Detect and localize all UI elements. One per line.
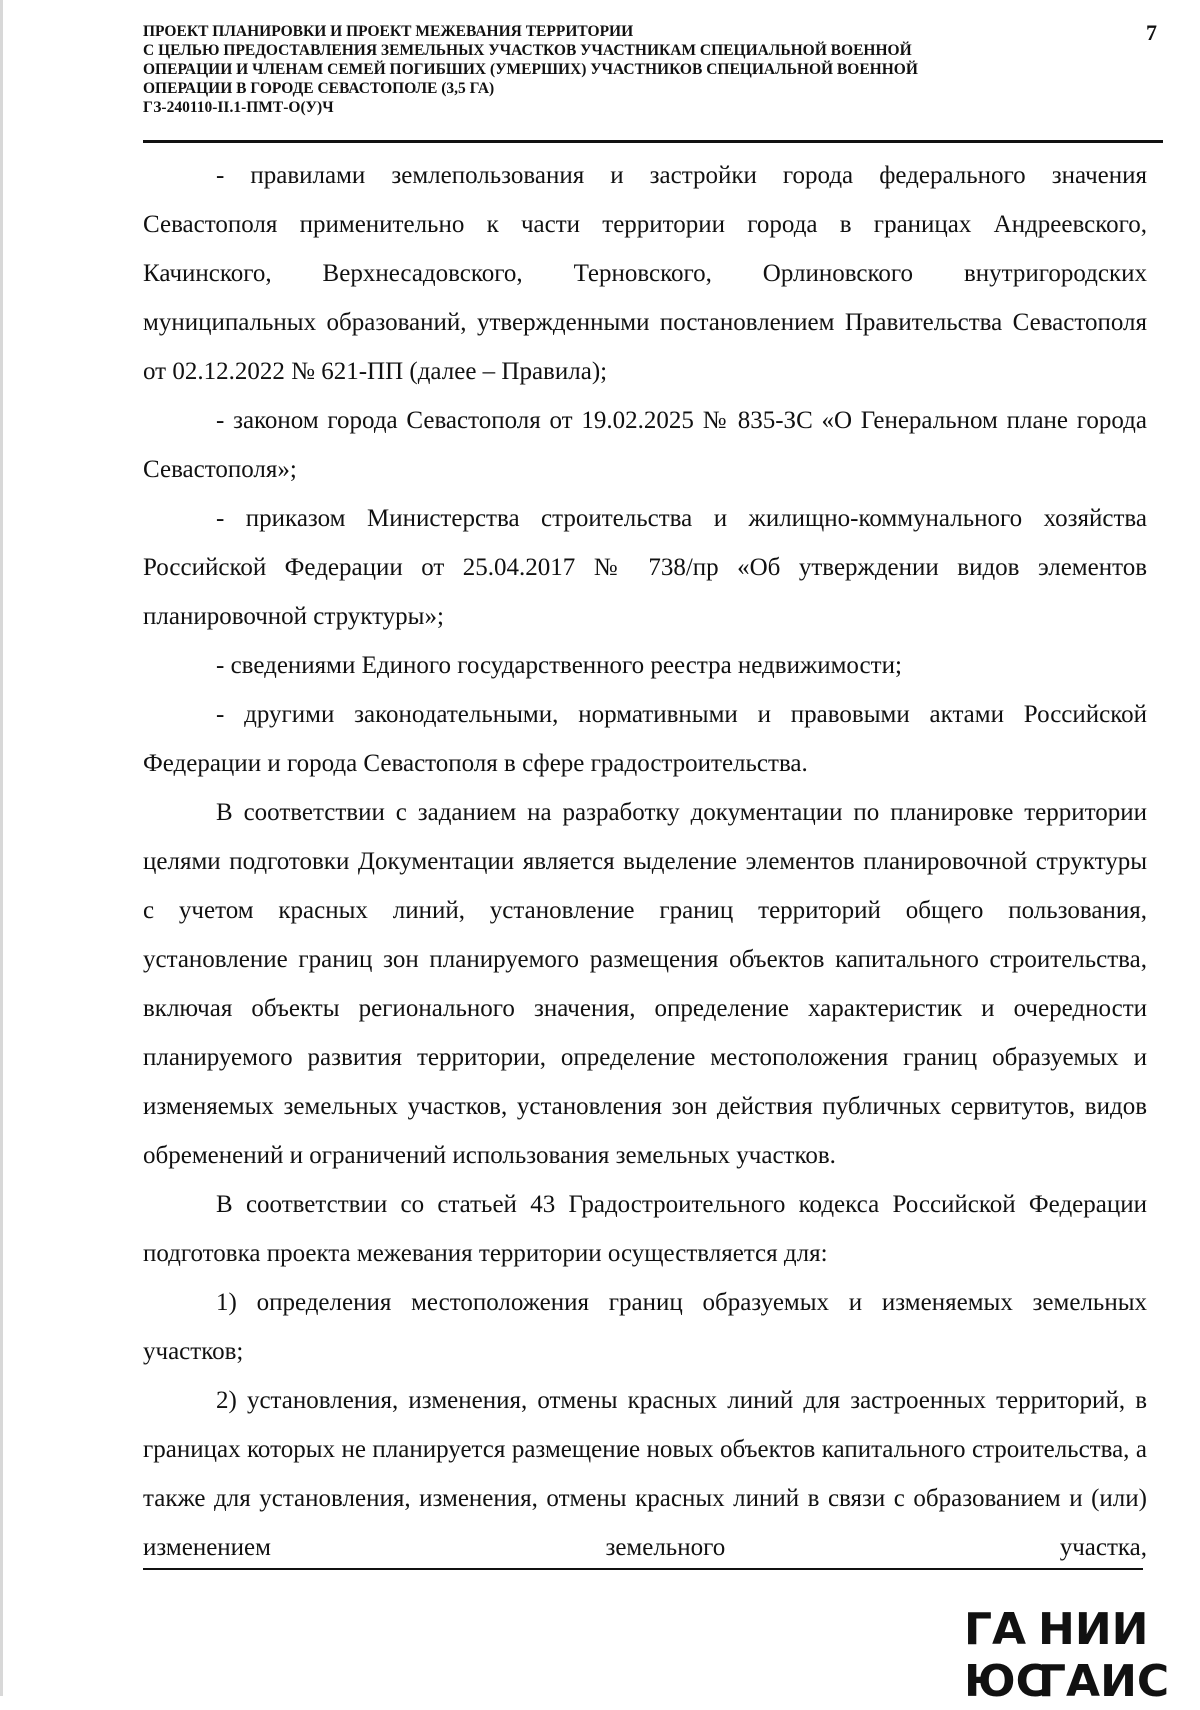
logo-mark	[964, 1600, 1170, 1710]
header-title-line: ОПЕРАЦИИ И ЧЛЕНАМ СЕМЕЙ ПОГИБШИХ (УМЕРШИХ) УЧАСТНИКОВ СПЕЦИАЛЬНОЙ ВОЕННОЙ	[143, 61, 918, 78]
paragraph-goals: В соответствии с заданием на разработку документации по планировке территории целями подготовки Документации является выделение элементов планировочной структуры с учетом красных линий, установление границ территорий общего пользования, установление границ зон планируемого размещения объектов капитального строительства, включая объекты регионального значения, определение характеристик и очередности планируемого развития территории, определение местоположения границ образуемых и изменяемых земельных участков, установления зон действия публичных сервитутов, видов обременений и ограничений использования земельных участков.	[143, 799, 1147, 1169]
header-title-line: ПРОЕКТ ПЛАНИРОВКИ И ПРОЕКТ МЕЖЕВАНИЯ ТЕРРИТОРИИ	[143, 23, 634, 40]
logo-letters-ga: ГА	[964, 1604, 1027, 1655]
list-item-other-acts: - другими законодательными, нормативными и правовыми актами Российской Федерации и города Севастополя в сфере градостроительства.	[143, 701, 1147, 777]
paragraph-article-43: В соответствии со статьей 43 Градостроительного кодекса Российской Федерации подготовка проекта межевания территории осуществляется для:	[143, 1191, 1147, 1267]
list-item-rules: - правилами землепользования и застройки города федерального значения Севастополя применительно к части территории города в границах Андреевского, Качинского, Верхнесадовского, Терновского, Орлиновского внутригородских муниципальных образований, утвержденными постановлением Правительства Севастополя от 02.12.2022 № 621-ПП (далее – Правила);	[143, 162, 1147, 385]
logo-letters-us: ЮС	[964, 1656, 1048, 1707]
organization-logo	[964, 1600, 1170, 1707]
document-body	[143, 151, 1147, 1572]
header-divider	[143, 140, 1163, 143]
document-code: ГЗ-240110-II.1-ПМТ-О(У)Ч	[143, 99, 334, 116]
numbered-item-2: 2) установления, изменения, отмены красных линий для застроенных территорий, в границах которых не планируется размещение новых объектов капитального строительства, а также для установления, изменения, отмены красных линий в связи с образованием и (или) изменением земельного участка,	[143, 1387, 1147, 1561]
logo-letters-gais: ГАИС	[1038, 1656, 1170, 1707]
list-item-general-plan-law: - законом города Севастополя от 19.02.2025 № 835-ЗС «О Генеральном плане города Севастополя»;	[143, 407, 1147, 483]
logo-letters-nii: НИИ	[1038, 1604, 1149, 1655]
header-title-line: ОПЕРАЦИИ В ГОРОДЕ СЕВАСТОПОЛЕ (3,5 ГА)	[143, 80, 495, 97]
header-title-line: С ЦЕЛЬЮ ПРЕДОСТАВЛЕНИЯ ЗЕМЕЛЬНЫХ УЧАСТКОВ УЧАСТНИКАМ СПЕЦИАЛЬНОЙ ВОЕННОЙ	[143, 42, 912, 59]
scan-margin	[0, 0, 3, 1696]
footer-divider	[143, 1568, 1143, 1570]
list-item-egrn: - сведениями Единого государственного реестра недвижимости;	[216, 652, 902, 679]
numbered-item-1: 1) определения местоположения границ образуемых и изменяемых земельных участков;	[143, 1289, 1147, 1365]
page-number: 7	[1146, 20, 1157, 45]
document-header	[143, 22, 1103, 117]
list-item-ministry-order: - приказом Министерства строительства и жилищно-коммунального хозяйства Российской Федерации от 25.04.2017 № 738/пр «Об утверждении видов элементов планировочной структуры»;	[143, 505, 1147, 630]
